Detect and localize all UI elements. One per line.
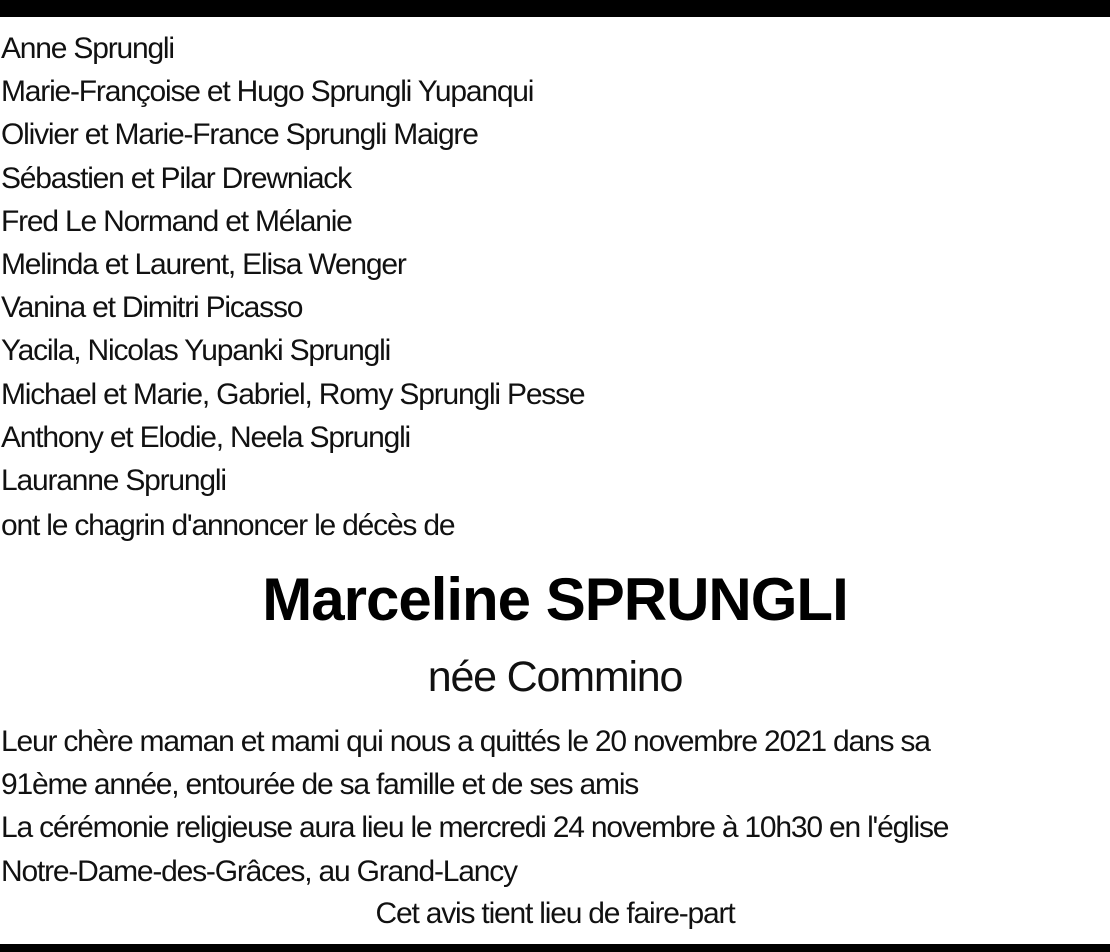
family-member: Sébastien et Pilar Drewniack [1,161,351,195]
body-line: 91ème année, entourée de sa famille et de ses amis [1,768,639,802]
announcement-text: ont le chagrin d'annoncer le décès de [1,509,455,542]
bottom-border-rule [0,944,1110,952]
body-line: Notre-Dame-des-Grâces, au Grand-Lancy [1,854,517,888]
family-member: Olivier et Marie-France Sprungli Maigre [1,118,478,152]
family-member: Anne Sprungli [1,32,174,65]
footer-notice: Cet avis tient lieu de faire-part [375,897,735,930]
maiden-name: née Commino [427,653,683,701]
family-member: Melinda et Laurent, Elisa Wenger [1,247,406,281]
family-member: Lauranne Sprungli [1,463,226,497]
family-member: Marie-Françoise et Hugo Sprungli Yupanqui [1,75,534,109]
family-member: Michael et Marie, Gabriel, Romy Sprungli Pesse [1,377,585,411]
body-line: La cérémonie religieuse aura lieu le mercredi 24 novembre à 10h30 en l'église [1,811,949,845]
top-border-rule [0,0,1110,17]
body-line: Leur chère maman et mami qui nous a quittés le 20 novembre 2021 dans sa [1,725,930,758]
family-member: Vanina et Dimitri Picasso [1,291,303,325]
family-member: Anthony et Elodie, Neela Sprungli [1,420,411,454]
family-member: Yacila, Nicolas Yupanki Sprungli [1,334,391,368]
deceased-name: Marceline SPRUNGLI [262,566,848,633]
obituary-body [1,720,1109,893]
family-members-list [1,27,1101,502]
family-member: Fred Le Normand et Mélanie [1,204,352,238]
